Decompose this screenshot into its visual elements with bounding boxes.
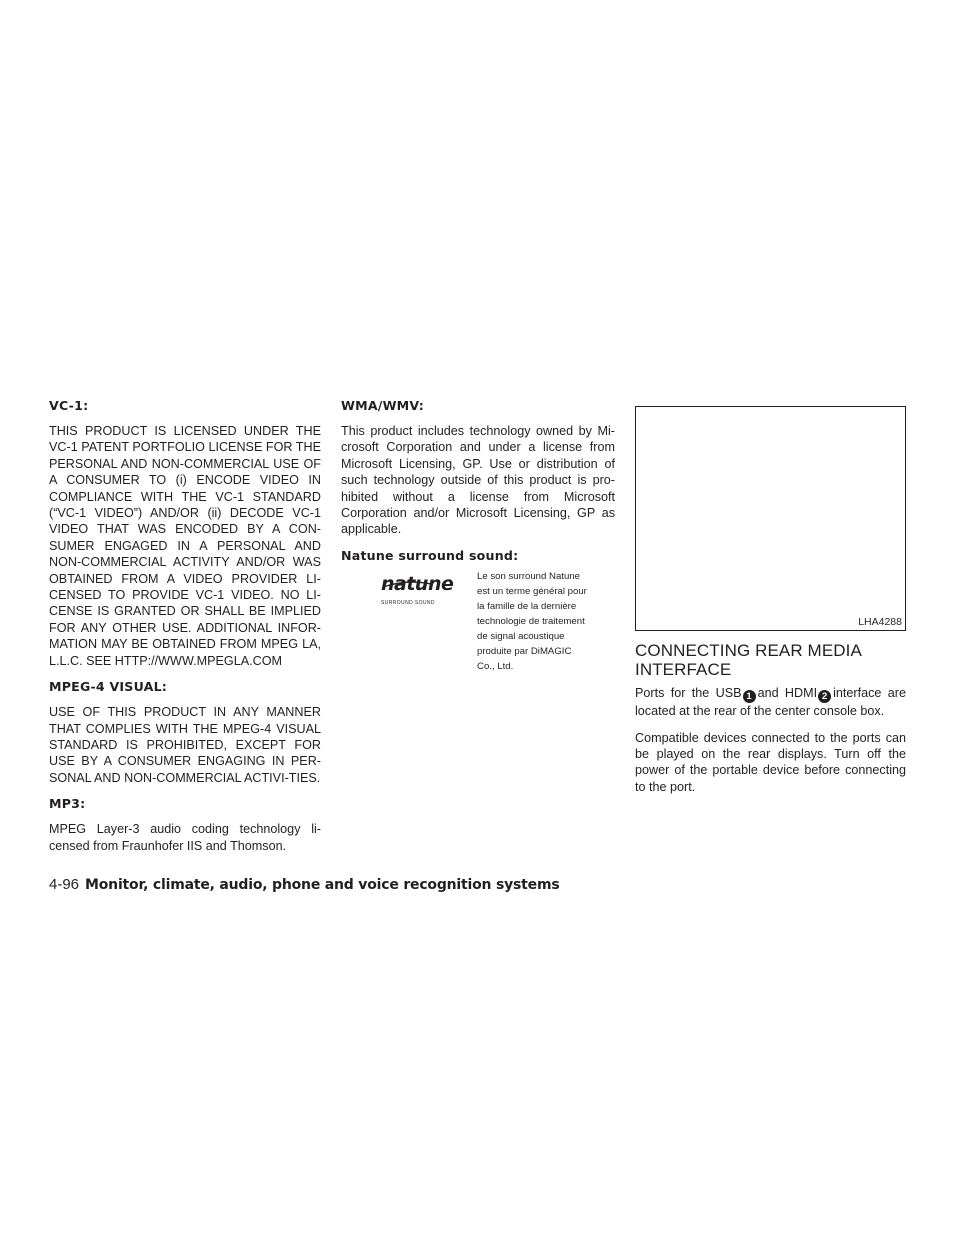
ports-paragraph <box>635 685 906 719</box>
figure-id: LHA4288 <box>858 616 902 628</box>
ports-text-b: and HDMI <box>757 686 818 701</box>
mpeg4-text: USE OF THIS PRODUCT IN ANY MANNER THAT COMPLIES WITH THE MPEG-4 VISUAL STANDARD IS PROHIBITED, EXCEPT FOR USE BY A CONSUMER ENGAGING IN PER-SONAL AND NON-COMMERCIAL ACTIVI-TIES. <box>49 705 321 785</box>
natune-block <box>341 570 615 675</box>
ports-text-c: interface are located at the rear of the center console box. <box>635 686 906 719</box>
page-number: 4-96 <box>49 876 80 893</box>
section-title-line1: CONNECTING REAR MEDIA <box>635 641 862 660</box>
mp3-text: MPEG Layer-3 audio coding technology li-censed from Fraunhofer IIS and Thomson. <box>49 822 321 853</box>
page-footer <box>49 876 559 893</box>
section-title <box>635 642 906 679</box>
natune-heading: Natune surround sound: <box>341 547 519 563</box>
ports-text-a: Ports for the USB <box>635 686 742 701</box>
natune-logo <box>341 573 477 613</box>
natune-line: de signal acoustique <box>477 631 565 643</box>
natune-line: produite par DiMAGIC <box>477 646 572 658</box>
section-title-line2: INTERFACE <box>635 659 732 679</box>
number-1-icon: 1 <box>743 690 756 703</box>
mpeg4-heading: MPEG-4 VISUAL: <box>49 679 168 695</box>
natune-line: la famille de la dernière <box>477 601 577 613</box>
number-2-icon: 2 <box>818 690 831 703</box>
left-column <box>49 398 321 864</box>
natune-logo-word: natune <box>381 572 454 595</box>
figure-frame <box>635 406 906 631</box>
vc1-heading: VC-1: <box>49 398 89 413</box>
devices-paragraph: Compatible devices connected to the ports can be played on the rear displays. Turn off the power of the portable device before connecting to the port. <box>635 730 906 794</box>
natune-line: Co., Ltd. <box>477 661 514 673</box>
natune-description <box>477 569 615 675</box>
natune-line: technologie de traitement <box>477 616 585 628</box>
middle-column <box>341 398 615 675</box>
natune-swoosh-icon <box>381 581 433 589</box>
mp3-heading: MP3: <box>49 796 86 812</box>
natune-logo-sub: SURROUND SOUND <box>381 599 435 606</box>
vc1-text: THIS PRODUCT IS LICENSED UNDER THE VC-1 PATENT PORTFOLIO LICENSE FOR THE PERSONAL AND NON-COMMERCIAL USE OF A CONSUMER TO (i) ENCODE VIDEO IN COMPLIANCE WITH THE VC-1 STANDARD (“VC-1 VIDEO”) AND/OR (ii) DECODE VC-1 VIDEO THAT WAS ENCODED BY A CON-SUMER ENGAGED IN A PERSONAL AND NON-COMMERCIAL ACTIVITY AND/OR WAS OBTAINED FROM A VIDEO PROVIDER LI-CENSED TO PROVIDE VC-1 VIDEO. NO LI-CENSE IS GRANTED OR SHALL BE IMPLIED FOR ANY OTHER USE. ADDITIONAL INFOR-MATION MAY BE OBTAINED FROM MPEG LA, L.L.C. SEE HTTP://WWW.MPEGLA.COM <box>49 424 321 668</box>
natune-line: Le son surround Natune <box>477 570 580 582</box>
wma-text: This product includes technology owned by Mi-crosoft Corporation and under a license from Microsoft Licensing, GP. Use or distribution of such technology outside of this product is pro-hibited without a license from Microsoft Corporation and/or Microsoft Licensing, GP as applicable. <box>341 424 615 537</box>
chapter-title: Monitor, climate, audio, phone and voice recognition systems <box>85 877 560 893</box>
wma-heading: WMA/WMV: <box>341 398 425 413</box>
natune-line: est un terme général pour <box>477 585 587 597</box>
right-column <box>635 406 906 805</box>
